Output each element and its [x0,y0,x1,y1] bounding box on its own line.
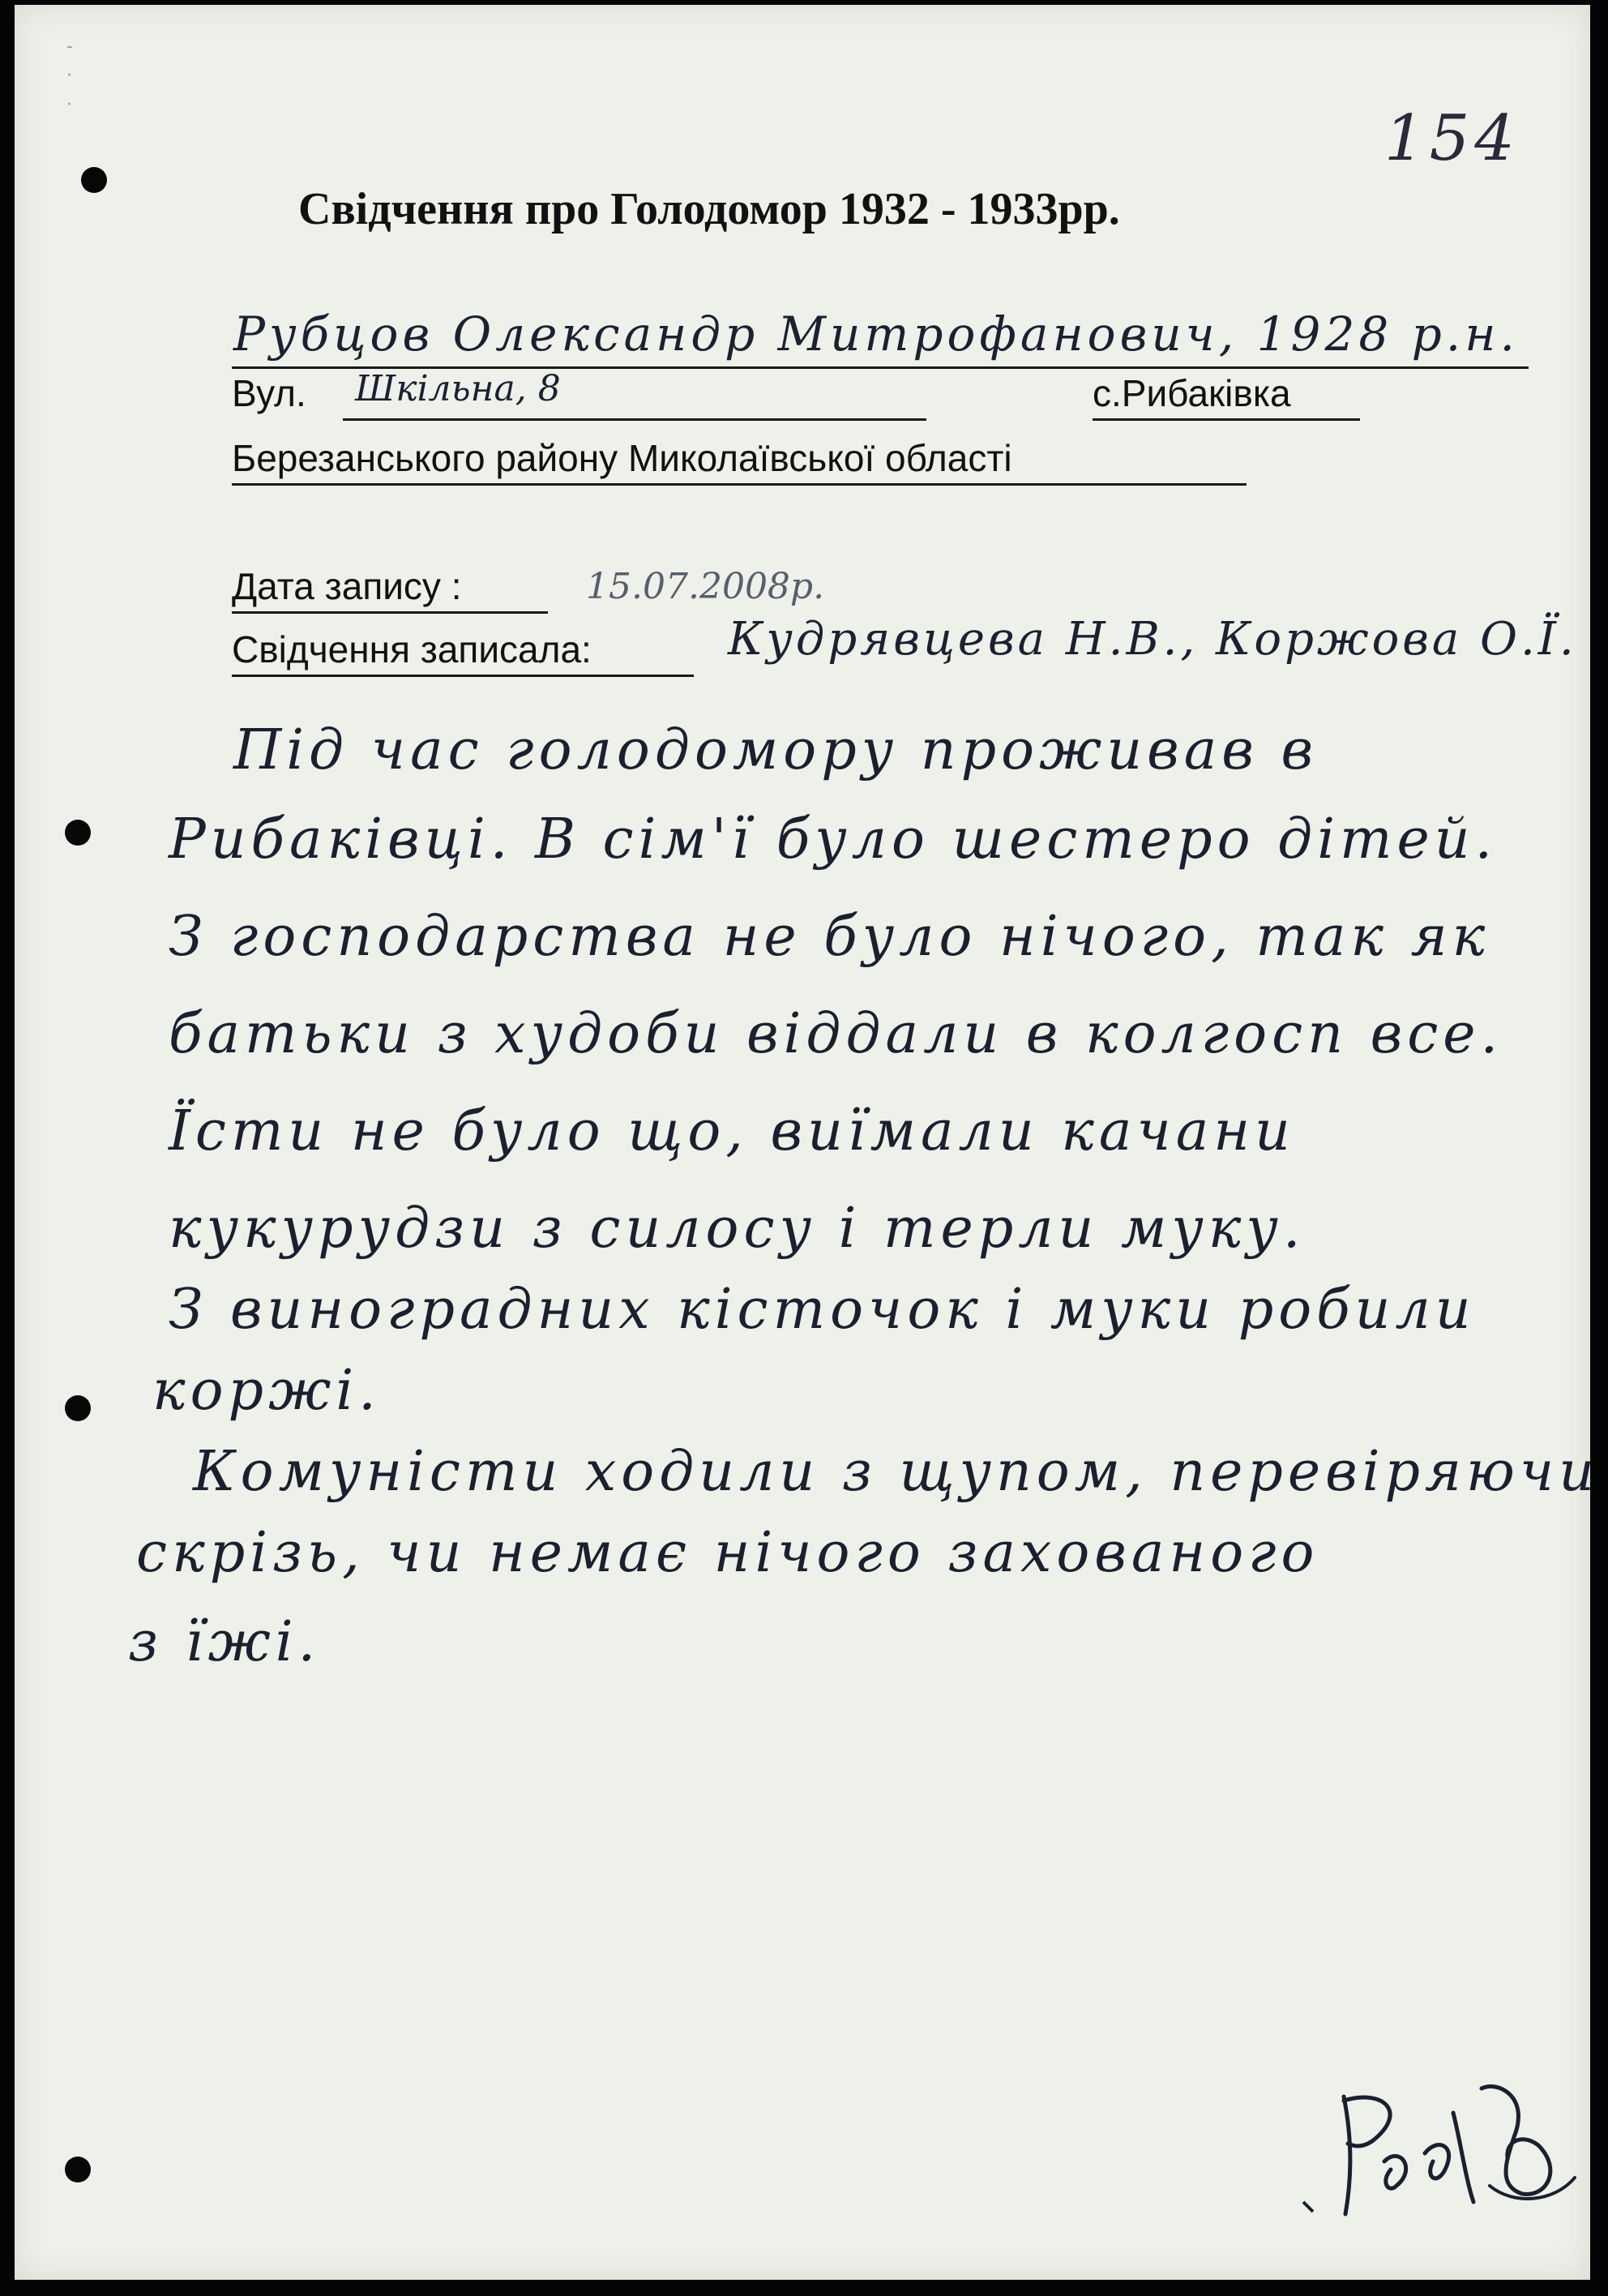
region-name: Березанського району Миколаївської області [232,437,1012,479]
testimony-line: з їжі. [128,1610,321,1674]
testimony-line: З господарства не було нічого, так як [169,905,1490,969]
recorder-names: Кудрявцева Н.В., Коржова О.Ї. [728,613,1577,666]
testimony-line: Комуністи ходили з щупом, перевіряючи [193,1440,1599,1504]
testimony-line: Під час голодомору проживав в [233,718,1319,782]
witness-name: Рубцов Олександр Митрофанович, 1928 р.н. [233,306,1519,362]
punch-hole-icon [81,167,107,193]
archive-page-number: 154 [1384,102,1520,175]
village-name: с.Рибаківка [1093,372,1291,414]
record-date-label: Дата запису : [232,565,462,607]
record-date-value: 15.07.2008р. [586,566,825,607]
testimony-line: Рибаківці. В сім'ї було шестеро дітей. [169,807,1498,872]
signature-image [1295,2064,1587,2226]
margin-mark: - [66,36,73,57]
testimony-line: коржі. [152,1359,381,1423]
testimony-line: скрізь, чи немає нічого захованого [136,1521,1319,1585]
margin-mark: · [66,95,72,115]
punch-hole-icon [65,820,91,846]
testimony-line: З виноградних кісточок і муки робили [169,1278,1476,1342]
recorder-label-underline [232,675,694,677]
page-title: Свідчення про Голодомор 1932 - 1933рр. [298,184,1120,234]
recorder-label: Свідчення записала: [232,628,592,670]
punch-hole-icon [65,1395,91,1421]
street-underline [343,418,926,421]
date-label-underline [232,611,548,614]
punch-hole-icon [65,2157,91,2182]
street-label: Вул. [232,372,306,414]
margin-marks [66,32,73,120]
testimony-line: батьки з худоби віддали в колгосп все. [169,1002,1503,1066]
village-underline [1093,418,1360,421]
document-page [15,5,1599,2280]
margin-mark: · [66,66,72,86]
testimony-line: кукурудзи з силосу і терли муку. [169,1197,1306,1261]
street-value: Шкільна, 8 [355,368,561,409]
testimony-line: Їсти не було що, виїмали качани [169,1099,1295,1163]
region-underline [232,483,1247,486]
